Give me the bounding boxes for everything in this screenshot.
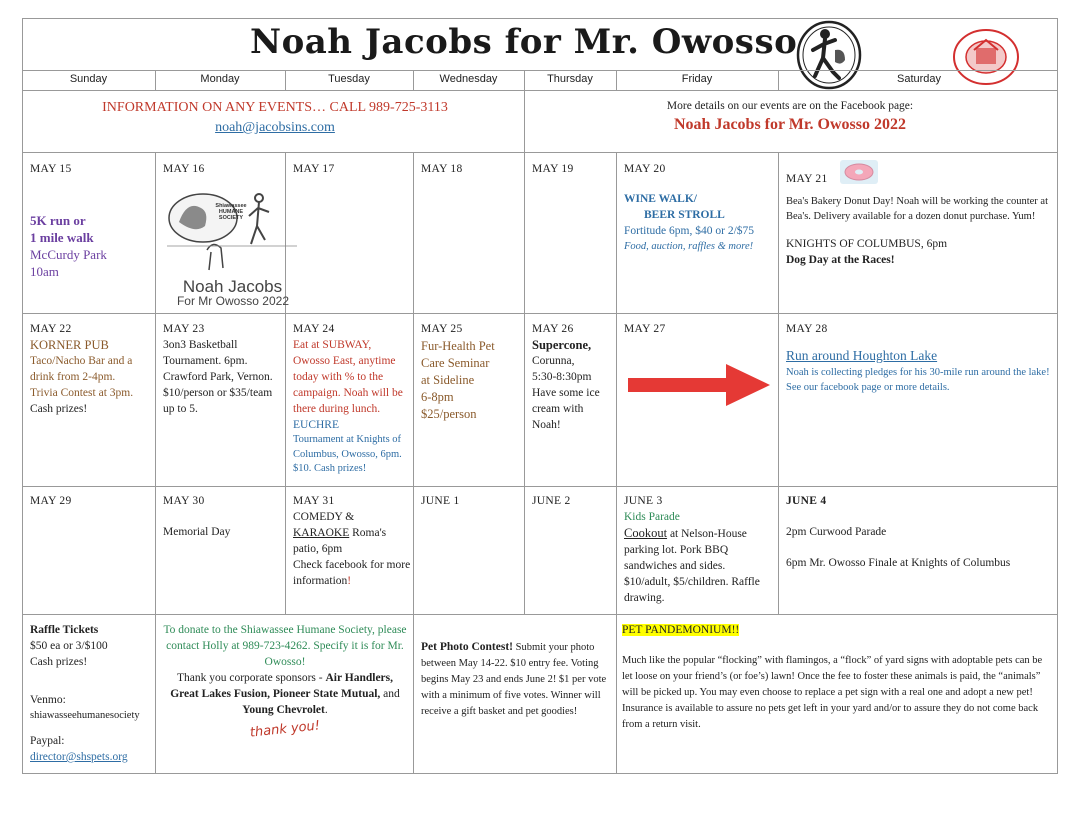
donut-icon xyxy=(840,160,878,184)
photo-contest-title: Pet Photo Contest! xyxy=(421,641,513,653)
date-label: JUNE 3 xyxy=(624,495,663,507)
date-label: MAY 24 xyxy=(293,323,335,335)
event-title: Memorial Day xyxy=(163,526,231,538)
event-details: Tournament at Knights of Columbus, Owosso, 6pm. $10. Cash prizes! xyxy=(293,434,402,474)
date-label: MAY 16 xyxy=(163,163,205,175)
day-header-friday: Friday xyxy=(681,73,713,85)
date-label: MAY 29 xyxy=(30,495,72,507)
red-arrow-icon xyxy=(626,360,772,410)
rule xyxy=(22,313,1058,314)
event-details: Bea's Bakery Donut Day! Noah will be working the counter at Bea's. Delivery available for a dozen donut purchase. Yum! xyxy=(786,196,1048,222)
rule xyxy=(22,70,1058,71)
event-details: Eat at SUBWAY, Owosso East, anytime today with % to the campaign. Noah will be there during lunch. xyxy=(293,339,403,415)
event-location: at Sideline xyxy=(421,373,475,387)
date-label: JUNE 4 xyxy=(786,495,827,507)
cell-may-28 xyxy=(786,321,1054,395)
event-title: COMEDY & xyxy=(293,511,355,523)
event-time: 5:30-8:30pm xyxy=(532,371,592,383)
info-facebook-page: Noah Jacobs for Mr. Owosso 2022 xyxy=(673,116,906,133)
date-label: MAY 27 xyxy=(624,323,666,335)
rule xyxy=(155,152,156,614)
rule xyxy=(413,152,414,774)
cell-may-26 xyxy=(532,321,614,433)
cell-may-21 xyxy=(786,163,1052,268)
event-title: 6pm Mr. Owosso Finale at Knights of Columbus xyxy=(786,557,1011,569)
paypal-link[interactable]: director@shspets.org xyxy=(30,751,128,763)
runner-emblem-icon xyxy=(795,20,863,90)
rule xyxy=(22,486,1058,487)
cell-may-20 xyxy=(624,161,776,254)
cell-june-3 xyxy=(624,493,772,606)
event-title: KORNER PUB xyxy=(30,338,109,352)
rule xyxy=(22,152,1058,153)
day-header-sunday: Sunday xyxy=(69,73,108,85)
cell-may-30 xyxy=(163,493,281,540)
rule xyxy=(616,152,617,774)
date-label: JUNE 1 xyxy=(421,495,460,507)
cell-june-2 xyxy=(532,493,614,509)
cell-may-16 xyxy=(163,161,281,177)
cell-june-1 xyxy=(421,493,521,509)
date-label: MAY 25 xyxy=(421,323,463,335)
sponsor-last: Young Chevrolet xyxy=(242,704,325,716)
day-header-saturday: Saturday xyxy=(896,73,942,85)
rule xyxy=(778,152,779,614)
event-title: 2pm Curwood Parade xyxy=(786,526,887,538)
cell-may-17 xyxy=(293,161,411,177)
date-label: MAY 22 xyxy=(30,323,72,335)
event-extras: Food, auction, raffles & more! xyxy=(624,241,754,252)
noah-logo-sub: For Mr Owosso 2022 xyxy=(176,294,290,308)
event-details: Noah is collecting pledges for his 30-mile run around the lake! See our facebook page or more details. xyxy=(786,367,1050,393)
raffle-section xyxy=(30,622,152,765)
event-title: KARAOKE xyxy=(293,527,350,539)
event-details: Taco/Nacho Bar and a drink from 2-4pm. xyxy=(30,355,133,383)
rule xyxy=(22,90,1058,91)
info-email-link[interactable]: noah@jacobsins.com xyxy=(215,120,335,135)
event-title: EUCHRE xyxy=(293,419,339,431)
event-details: Have some ice cream with Noah! xyxy=(532,387,600,431)
cell-may-18 xyxy=(421,161,521,177)
date-label: MAY 30 xyxy=(163,495,205,507)
date-label: MAY 19 xyxy=(532,163,574,175)
event-title: Supercone, xyxy=(532,338,592,352)
info-facebook-note: More details on our events are on the Facebook page: xyxy=(666,100,914,112)
sponsors-period: . xyxy=(324,704,328,716)
cell-june-4 xyxy=(786,493,1054,571)
venmo-label: Venmo: xyxy=(30,694,66,706)
info-left xyxy=(60,98,490,138)
sponsors-and: and xyxy=(380,688,400,700)
humane-society-logo-text: Shiawassee HUMANE SOCIETY xyxy=(215,203,247,221)
event-title: KNIGHTS OF COLUMBUS, 6pm xyxy=(786,238,948,250)
cell-may-23 xyxy=(163,321,281,417)
event-title: Fur-Health Pet Care Seminar xyxy=(421,339,495,370)
event-details: Trivia Contest at 3pm. xyxy=(30,387,134,399)
event-details: Cash prizes! xyxy=(30,403,88,415)
raffle-price: $50 ea or 3/$100 xyxy=(30,640,108,652)
raffle-title: Raffle Tickets xyxy=(30,624,99,636)
event-title: BEER STROLL xyxy=(644,209,725,221)
event-details: 3on3 Basketball Tournament. 6pm. Crawford Park, Vernon. $10/person or $35/team up to 5. xyxy=(163,339,273,415)
event-details: at Nelson-House parking lot. Pork BBQ sandwiches and sides. $10/adult, $5/children. Raffle drawing. xyxy=(624,528,760,604)
event-details: Fortitude 6pm, $40 or 2/$75 xyxy=(624,225,755,237)
date-label: MAY 15 xyxy=(30,163,72,175)
date-label: MAY 28 xyxy=(786,323,828,335)
donate-info: To donate to the Shiawassee Humane Society, please contact Holly at 989-723-4262. Specify it is for Mr. Owosso! xyxy=(163,624,407,668)
photo-contest-section xyxy=(421,639,611,720)
donate-section xyxy=(162,622,408,741)
event-exclaim: ! xyxy=(347,575,352,587)
event-title: Cookout xyxy=(624,526,668,540)
thank-you-handwritten: thank you! xyxy=(249,718,321,741)
pet-pandemonium-section xyxy=(622,622,1052,733)
day-header-monday: Monday xyxy=(200,73,240,85)
event-title: 1 mile walk xyxy=(30,230,94,245)
day-header-wednesday: Wednesday xyxy=(439,73,498,85)
info-phone: INFORMATION ON ANY EVENTS… CALL 989-725-3113 xyxy=(102,100,448,115)
event-details: Check facebook for more information xyxy=(293,559,411,587)
event-location: McCurdy Park xyxy=(30,247,107,262)
date-label: MAY 26 xyxy=(532,323,574,335)
pet-pandemonium-title: PET PANDEMONIUM!! xyxy=(622,624,740,636)
event-location: Corunna, xyxy=(532,355,575,367)
houghton-lake-link[interactable]: Run around Houghton Lake xyxy=(786,348,938,363)
date-label: MAY 31 xyxy=(293,495,335,507)
page-title: Noah Jacobs for Mr. Owosso xyxy=(250,22,798,62)
event-price: $25/person xyxy=(421,407,477,421)
cell-may-31 xyxy=(293,493,411,589)
raffle-prizes: Cash prizes! xyxy=(30,656,88,668)
event-title: Dog Day at the Races! xyxy=(786,254,895,266)
cell-may-19 xyxy=(532,161,614,177)
event-time: 6-8pm xyxy=(421,390,454,404)
info-right xyxy=(600,98,980,136)
event-details: Roma's patio, 6pm xyxy=(293,527,387,555)
date-label: MAY 18 xyxy=(421,163,463,175)
rule xyxy=(22,614,1058,615)
sponsors-list: Air Handlers, Great Lakes Fusion, Pioneer State Mutual, xyxy=(170,672,394,700)
cell-may-22 xyxy=(30,321,152,417)
date-label: MAY 23 xyxy=(163,323,205,335)
paypal-label: Paypal: xyxy=(30,735,65,747)
event-title: Kids Parade xyxy=(624,511,680,523)
cell-may-15 xyxy=(30,161,150,280)
day-header-tuesday: Tuesday xyxy=(328,73,370,85)
date-label: MAY 20 xyxy=(624,163,666,175)
pet-pandemonium-details: Much like the popular “flocking” with flamingos, a “flock” of yard signs with adoptable pets can be let loose on your friend’s (or foe’s) lawn! Once the fee to foster these animals is paid, the “animals” will be picked up. You may even choose to replace a pet sign with a real one and adopt a new pet! Insurance is available to assure no pets get left in your yard and/or to assure they do not come back from a return visit. xyxy=(622,655,1043,730)
cell-may-25 xyxy=(421,321,521,423)
cell-may-24 xyxy=(293,321,411,477)
rule xyxy=(524,152,525,614)
event-title: 5K run or xyxy=(30,213,86,228)
cell-may-29 xyxy=(30,493,152,509)
venmo-handle: shiawasseehumanesociety xyxy=(30,710,140,721)
cell-may-27 xyxy=(624,321,776,337)
rule xyxy=(778,70,779,90)
date-label: MAY 17 xyxy=(293,163,335,175)
rule xyxy=(155,614,156,774)
event-time: 10am xyxy=(30,264,59,279)
sponsors-intro: Thank you corporate sponsors - xyxy=(176,672,326,684)
day-header-thursday: Thursday xyxy=(547,73,593,85)
date-label: MAY 21 xyxy=(786,173,828,185)
rule xyxy=(524,90,525,152)
photo-contest-details: Submit your photo between May 14-22. $10 entry fee. Voting begins May 23 and ends June 2! $1 per vote with a minimum of five votes. Winner will receive a gift basket and pet goodies! xyxy=(421,642,607,717)
event-title: WINE WALK/ xyxy=(624,193,697,205)
noah-logo-name: Noah Jacobs xyxy=(182,277,283,296)
date-label: JUNE 2 xyxy=(532,495,571,507)
